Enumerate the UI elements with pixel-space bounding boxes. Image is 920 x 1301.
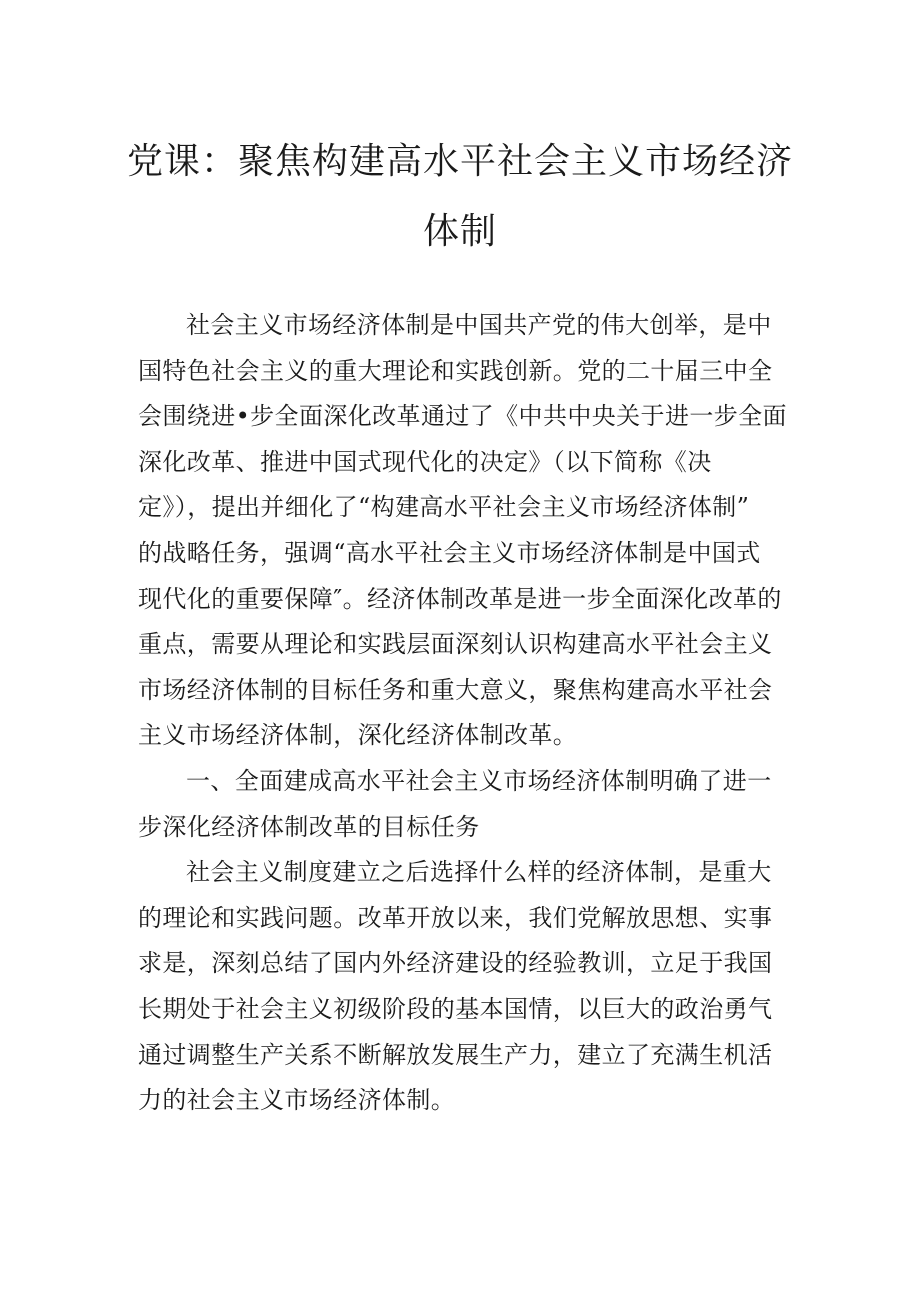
text-line: 会围绕进•步全面深化改革通过了《中共中央关于进一步全面 (138, 402, 787, 431)
text-line: 求是，深刻总结了国内外经济建设的经验教训，立足于我国 (138, 949, 773, 978)
paragraph-intro (138, 303, 788, 759)
text-line: 通过调整生产关系不断解放发展生产力，建立了充满生机活 (138, 1040, 773, 1069)
text-line: 重点，需要从理论和实践层面深刻认识构建高水平社会主义 (138, 630, 773, 659)
section-heading-1 (138, 759, 788, 850)
text-line: 国特色社会主义的重大理论和实践创新。党的二十届三中全 (138, 356, 773, 385)
text-line: 市场经济体制的目标任务和重大意义，聚焦构建高水平社会 (138, 675, 773, 704)
text-line: 的战略任务，强调“高水平社会主义市场经济体制是中国式 (138, 538, 761, 567)
text-line: 主义市场经济体制，深化经济体制改革。 (138, 721, 578, 750)
text-line: 现代化的重要保障″。经济体制改革是进一步全面深化改革的 (138, 584, 782, 613)
text-line: 深化改革、推进中国式现代化的决定》（以下简称《决 (138, 447, 712, 476)
paragraph-body (138, 850, 788, 1124)
title-line: 党课：聚焦构建高水平社会主义市场经济 (126, 141, 793, 182)
text-line: 力的社会主义市场经济体制。 (138, 1086, 456, 1115)
text-line: 定》），提出并细化了“构建高水平社会主义市场经济体制” (138, 493, 750, 522)
text-line: 社会主义制度建立之后选择什么样的经济体制，是重大 (186, 858, 772, 887)
text-line: 长期处于社会主义初级阶段的基本国情，以巨大的政治勇气 (138, 994, 773, 1023)
document-body (138, 303, 788, 1124)
title-line: 体制 (422, 211, 497, 252)
text-line: 的理论和实践问题。改革开放以来，我们党解放思想、实事 (138, 903, 773, 932)
document-title (120, 127, 800, 267)
text-line: 步深化经济体制改革的目标任务 (138, 812, 480, 841)
text-line: 一、全面建成高水平社会主义市场经济体制明确了进一 (186, 766, 772, 795)
text-line: 社会主义市场经济体制是中国共产党的伟大创举，是中 (186, 311, 772, 339)
